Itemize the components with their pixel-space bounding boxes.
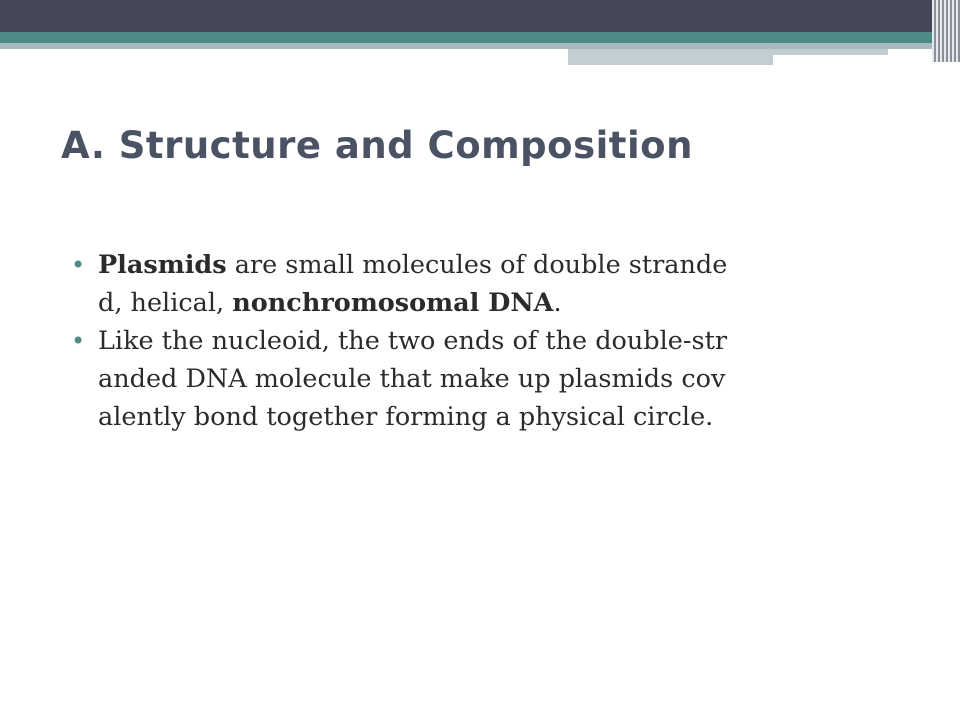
bullet-line: [98, 246, 921, 284]
text-run: alently bond together forming a physical circle.: [98, 402, 714, 432]
header-accent-bar-thin: [773, 49, 888, 55]
header-band-teal: [0, 32, 960, 43]
bullet-list: [71, 246, 921, 436]
slide-title: A. Structure and Composition: [61, 124, 693, 167]
header-stripes: [932, 0, 960, 62]
text-run: Like the nucleoid, the two ends of the double-str: [98, 326, 728, 356]
bullet-line: [98, 284, 921, 322]
bold-term: nonchromosomal DNA: [232, 288, 554, 318]
text-run: are small molecules of double strande: [226, 250, 728, 280]
bullet-item: [71, 322, 921, 436]
bullet-dot: •: [71, 251, 86, 279]
bullet-line: [98, 322, 921, 360]
text-run: anded DNA molecule that make up plasmids cov: [98, 364, 726, 394]
bullet-dot: •: [71, 327, 86, 355]
header-accent-bar: [568, 49, 773, 65]
header-band-dark: [0, 0, 960, 32]
bullet-item: [71, 246, 921, 322]
bullet-line: [98, 360, 921, 398]
text-run: d, helical,: [98, 288, 233, 318]
bold-term: Plasmids: [98, 250, 227, 280]
text-run: .: [553, 288, 562, 318]
bullet-line: [98, 398, 921, 436]
